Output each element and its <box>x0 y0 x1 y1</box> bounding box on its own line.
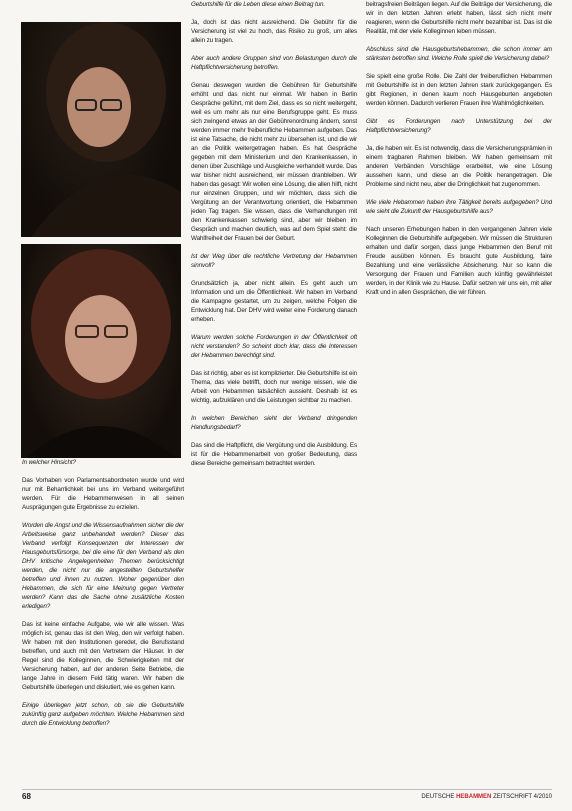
page-number: 68 <box>22 792 31 801</box>
interview-question: Aber auch andere Gruppen sind von Belastungen durch die Haftpflichtversicherung betroffen. <box>191 55 357 71</box>
interview-question: Wie viele Hebammen haben ihre Tätigkeit bereits aufgegeben? Und wie sieht die Zukunft der Hausgeburtshilfe aus? <box>366 199 552 215</box>
interview-question: Gibt es Forderungen nach Unterstützung bei der Haftpflichtversicherung? <box>366 118 552 134</box>
interview-answer: Nach unseren Erhebungen haben in den vergangenen Jahren viele Kolleginnen die Geburtshilfe aufgegeben. Wir müssen die Strukturen erhalten und dafür sorgen, dass junge Hebammen den Beruf mit Freude ausüben können. Es braucht gute Ausbildung, faire Bezahlung und eine verlässliche Absicherung. Nur so kann die Versorgung der Frauen und Familien auch künftig gewährleistet werden, in der Klinik wie zu Hause. Dafür setzen wir uns ein, mit aller Kraft und in allen Gesprächen, die wir führen. <box>366 226 552 296</box>
interview-question: In welcher Hinsicht? <box>22 459 76 466</box>
interview-answer: Das sind die Haftpflicht, die Vergütung und die Ausbildung. Es ist für die Hebammenarbeit von großer Bedeutung, dass diese Bereiche gemeinsam betrachtet werden. <box>191 442 357 467</box>
interview-question: Einige überlegen jetzt schon, ob sie die Geburtshilfe zukünftig ganz aufgeben möchten. Welche Hebammen sind durch die Entwicklung betroffen? <box>22 702 184 727</box>
page-footer <box>22 791 552 803</box>
interview-question: Abschluss sind die Hausgeburtshebammen, die schon immer am stärksten betroffen sind. Welche Rolle spielt die Versicherung dabei? <box>366 46 552 62</box>
magazine-name: HEBAMMEN <box>456 794 492 800</box>
interview-answer: Sie spielt eine große Rolle. Die Zahl der freiberuflichen Hebammen mit Geburtshilfe ist in den letzten Jahren stark zurückgegangen. Es gibt Regionen, in denen kaum noch Hausgeburten angeboten werden können. Dadurch verlieren Frauen ihre Wahlmöglichkeiten. <box>366 73 552 107</box>
interview-answer: Ja, die haben wir. Es ist notwendig, dass die Versicherungsprämien in einem tragbaren Rahmen bleiben. Wir haben gemeinsam mit anderen Verbänden Vorschläge erarbeitet, wie eine Lösung aussehen kann, und diese an die Politik herangetragen. Die Probleme sind nicht neu, aber die Dringlichkeit hat zugenommen. <box>366 145 552 188</box>
interview-answer: Genau deswegen wurden die Gebühren für Geburtshilfe erhöht und das nicht nur einmal. Wir haben in Berlin Gespräche geführt, mit dem Ziel, dass es so nicht weitergeht, weil es um mehr als nur eine Berufsgruppe geht. Es muss sich zwingend etwas an der Gebührenordnung ändern, sonst werden immer mehr freiberufliche Hebammen aufgeben. Das ist eine Tatsache, die nicht mehr zu übersehen ist, und die wir an die Politik weitergetragen haben. Es hat Gespräche gegeben mit dem Ministerium und den Krankenkassen, in denen über Zuschläge und Ausgleiche verhandelt wurde. Das war bisher nicht ausreichend, wir müssen dranbleiben. Wir haben das gesagt: Wir wollen eine Lösung, die allen hilft, nicht nur einzelnen Gruppen, und wir möchten, dass sich die Vergütung an der Verantwortung orientiert, die Hebammen jeden Tag tragen. Sie wissen, dass die Verhandlungen mit den Krankenkassen schwierig sind, aber wir bleiben im Gespräch und machen deutlich, was auf dem Spiel steht: die Wahlfreiheit der Frauen bei der Geburt. <box>191 82 357 242</box>
text-column-2 <box>191 0 357 790</box>
text-column-3 <box>366 0 552 790</box>
interview-question: Worden die Angst und die Wissensaufnahmen sicher die der Arbeitsweise ganz unbehandelt werden? Dieser das Verband verfolgt Konsequenzen der Interessen der Hausgeburtsfürsorge, bei die eine für den Verband als den DHV kritische Angelegenheiten Themen berücksichtigt werden, die nicht nur die angestellten Geburtshelfer betreffen und ihnen zu nutzen. Woher gegenüber den Hebammen, die sich für eine Meinung gegen Vertreter werden? Kann das die Sache ohne zusätzliche Kosten erledigen? <box>22 522 184 610</box>
interview-answer: Das ist keine einfache Aufgabe, wie wir alle wissen. Was möglich ist, genau das ist den Weg, den wir verfolgt haben. Wir haben mit den Institutionen geredet, die Berufsstand betreffen, und auch mit den Vertretern der Häuser. In der Regel sind die Kolleginnen, die Schwierigkeiten mit der Versicherung haben, auf der anderen Seite Betriebe, die lange Jahre in diesem Feld tätig waren. Wir haben die Geburtshilfe überlegen und diskutiert, wie es gehen kann. <box>22 621 184 691</box>
interview-question: Geburtshilfe für die Leben diese einen Beitrag tun. <box>191 1 325 8</box>
interview-answer: Grundsätzlich ja, aber nicht allein. Es geht auch um Information und um die Öffentlichkeit. Wir haben im Verband die Kampagne gestartet, um zu zeigen, welche Folgen die Entwicklung hat. Der DHV wird weiter eine Forderung danach erheben. <box>191 280 357 323</box>
interview-question: In welchen Bereichen sieht der Verband dringenden Handlungsbedarf? <box>191 415 357 431</box>
interview-answer: Das Vorhaben von Parlamentsabordneten wurde und wird nur mit Beharrlichkeit bei uns im Verband weitergeführt werden. Für die Hebammenwesen in all seinen Ausprägungen gute Ergebnisse zu erzielen. <box>22 477 184 511</box>
interview-question: Ist der Weg über die rechtliche Vertretung der Hebammen sinnvoll? <box>191 253 357 269</box>
interview-answer: Ja, doch ist das nicht ausreichend. Die Gebühr für die Versicherung ist viel zu hoch, das Risiko zu groß, um alles allein zu tragen. <box>191 19 357 44</box>
magazine-prefix: DEUTSCHE <box>421 794 455 800</box>
interview-answer: beitragsfreien Beiträgen liegen. Auf die Beiträge der Versicherung, die wir in den letzten Jahren erlebt haben, lässt sich nicht mehr reagieren, wenn die Geburtshilfe nicht mehr bezahlbar ist. Das ist die Realität, mit der viele Kolleginnen leben müssen. <box>366 1 552 35</box>
interview-question: Warum werden solche Forderungen in der Öffentlichkeit oft nicht verstanden? So scheint doch klar, dass die Interessen der Hebammen berechtigt sind. <box>191 334 357 359</box>
footer-rule <box>22 789 552 790</box>
interview-answer: Das ist richtig, aber es ist komplizierter. Die Geburtshilfe ist ein Thema, das viele betrifft, doch nur wenige wissen, wie die Arbeit von Hebammen tatsächlich aussieht. Deshalb ist es wichtig, aufzuklären und die Leistungen sichtbar zu machen. <box>191 370 357 404</box>
magazine-suffix: ZEITSCHRIFT 4/2010 <box>493 794 552 800</box>
portrait-photo-top <box>21 22 181 237</box>
text-column-1 <box>22 458 184 788</box>
portrait-photo-bottom <box>21 244 181 458</box>
magazine-issue-line <box>421 791 552 803</box>
